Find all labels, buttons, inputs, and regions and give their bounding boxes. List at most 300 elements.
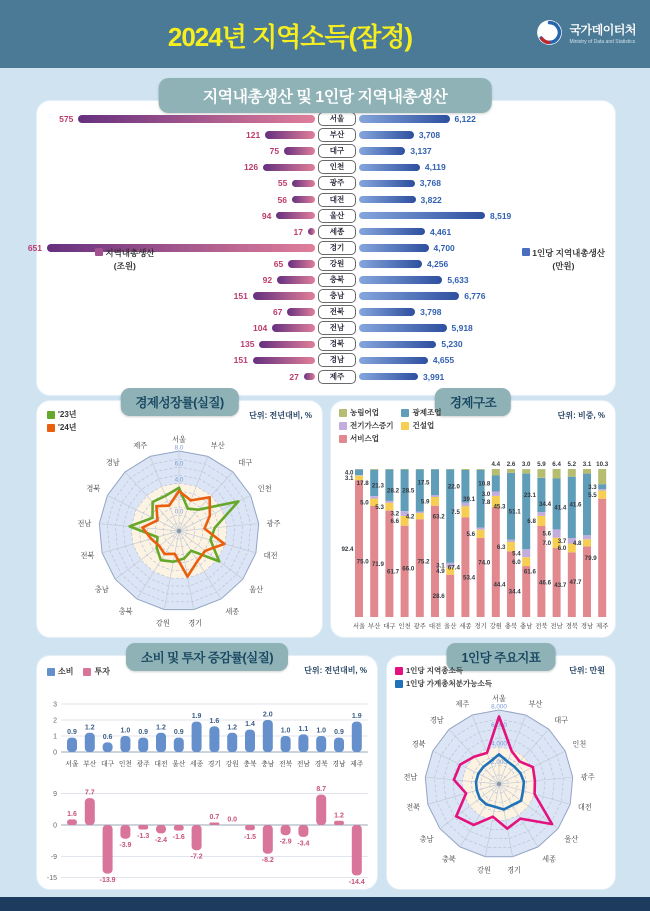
grdp-left-value: 55 bbox=[277, 178, 288, 189]
y-tick-label: 3 bbox=[53, 701, 57, 709]
segment-label: 6.0 bbox=[512, 558, 521, 566]
segment-label: 2.6 bbox=[506, 461, 516, 468]
grdp-left-bar-area bbox=[45, 192, 315, 208]
region-label: 대전 bbox=[318, 193, 356, 207]
bar bbox=[85, 798, 95, 825]
x-axis-label: 대구 bbox=[383, 623, 396, 630]
grdp-left-value: 104 bbox=[253, 323, 268, 334]
radar-axis-label: 충북 bbox=[441, 854, 456, 864]
growth-panel bbox=[36, 396, 323, 638]
grdp-right-bar bbox=[359, 196, 416, 204]
grdp-right-value: 3,768 bbox=[419, 178, 441, 189]
grdp-left-value: 94 bbox=[261, 210, 272, 221]
segment-농림어업 bbox=[370, 469, 378, 470]
segment-광제조업 bbox=[385, 469, 393, 501]
radar-axis-label: 충북 bbox=[118, 606, 133, 616]
legend-swatch-service bbox=[339, 435, 347, 443]
bar-value-label: 0.6 bbox=[102, 733, 113, 741]
segment-광제조업 bbox=[522, 474, 530, 550]
bar-value-label: 2.0 bbox=[262, 711, 273, 719]
segment-label: 5.2 bbox=[567, 461, 577, 468]
x-axis-label: 부산 bbox=[83, 761, 97, 768]
grdp-right-bar bbox=[359, 260, 422, 268]
grdp-right-bar-area bbox=[359, 336, 603, 352]
segment-건설업 bbox=[598, 491, 606, 499]
grdp-left-bar-area bbox=[45, 143, 315, 159]
segment-건설업 bbox=[522, 557, 530, 566]
radar-axis-label: 경기 bbox=[507, 865, 522, 875]
bar-value-label: 1.0 bbox=[120, 727, 131, 735]
grdp-right-bar-area bbox=[359, 320, 603, 336]
bar bbox=[316, 736, 326, 752]
grdp-left-bar-area bbox=[45, 369, 315, 385]
grdp-right-legend-swatch bbox=[522, 248, 530, 256]
grdp-left-legend-label: 지역내총생산 bbox=[105, 248, 155, 258]
ci-legend bbox=[47, 666, 110, 679]
segment-label: 67.4 bbox=[447, 564, 460, 572]
bar bbox=[67, 819, 77, 825]
radar-axis-label: 충남 bbox=[419, 834, 434, 844]
grdp-row bbox=[45, 352, 615, 368]
bar-value-label: 0.7 bbox=[209, 814, 220, 821]
region-label: 경기 bbox=[318, 241, 356, 255]
grdp-right-bar bbox=[359, 180, 415, 188]
bar bbox=[298, 825, 308, 837]
bar bbox=[316, 795, 326, 825]
radar-center-dot bbox=[177, 529, 181, 533]
y-tick-label: 9 bbox=[53, 791, 57, 798]
radar-axis-label: 광주 bbox=[580, 772, 595, 782]
grdp-row bbox=[45, 175, 615, 191]
grdp-right-value: 4,700 bbox=[433, 242, 455, 253]
grdp-right-value: 4,655 bbox=[432, 355, 455, 366]
bar-value-label: 1.2 bbox=[334, 812, 344, 820]
segment-label: 39.1 bbox=[463, 495, 476, 503]
segment-전기가스증기 bbox=[461, 503, 469, 507]
bar-value-label: 8.7 bbox=[316, 786, 327, 794]
segment-건설업 bbox=[477, 530, 485, 538]
grdp-chart-title: 지역내총생산 및 1인당 지역내총생산 bbox=[159, 78, 492, 113]
region-label: 울산 bbox=[318, 209, 356, 223]
grdp-right-bar-area bbox=[359, 175, 603, 191]
bar bbox=[209, 726, 219, 752]
segment-label: 7.0 bbox=[542, 540, 552, 548]
grdp-right-bar bbox=[359, 276, 442, 284]
x-axis-label: 인천 bbox=[118, 761, 132, 768]
segment-label: 66.0 bbox=[402, 565, 415, 573]
segment-label: 28.2 bbox=[387, 487, 400, 495]
radar-axis-label: 대전 bbox=[263, 551, 278, 561]
segment-label: 45.3 bbox=[493, 503, 506, 511]
ci-chart-title: 소비 및 투자 증감률(실질) bbox=[126, 643, 288, 671]
x-axis-label: 경남 bbox=[580, 623, 594, 630]
x-axis-label: 경기 bbox=[207, 761, 221, 768]
segment-농림어업 bbox=[522, 469, 530, 473]
segment-전기가스증기 bbox=[385, 501, 393, 503]
x-axis-label: 경남 bbox=[332, 761, 346, 768]
radar-ring-label: 6.0 bbox=[174, 460, 184, 468]
bar bbox=[85, 733, 95, 752]
growth-unit-label: 단위: 전년대비, % bbox=[249, 411, 312, 420]
segment-label: 92.4 bbox=[341, 545, 354, 553]
x-axis-label: 경기 bbox=[474, 623, 487, 630]
bar-value-label: -1.3 bbox=[137, 833, 150, 840]
bar-value-label: 1.2 bbox=[84, 724, 95, 732]
segment-전기가스증기 bbox=[507, 540, 515, 542]
grdp-left-value: 56 bbox=[277, 194, 287, 205]
segment-label: 34.4 bbox=[508, 588, 521, 596]
segment-건설업 bbox=[431, 497, 439, 506]
bar bbox=[174, 825, 184, 831]
bar bbox=[192, 722, 202, 752]
segment-label: 6.4 bbox=[552, 461, 561, 468]
radar-axis-label: 부산 bbox=[528, 699, 543, 709]
grdp-right-bar-area bbox=[359, 224, 603, 240]
grdp-row bbox=[45, 159, 615, 175]
grdp-left-value: 151 bbox=[233, 291, 248, 302]
logo-title: 국가데이터처 bbox=[569, 22, 636, 37]
radar-axis-label: 대구 bbox=[238, 457, 253, 467]
x-axis-label: 충북 bbox=[243, 761, 257, 768]
bar bbox=[245, 730, 255, 752]
grdp-left-value: 151 bbox=[233, 355, 248, 366]
bar-value-label: 1.6 bbox=[67, 810, 77, 818]
segment-서비스업 bbox=[446, 575, 454, 617]
grdp-right-bar bbox=[359, 131, 414, 139]
legend-label-24: '24년 bbox=[58, 423, 77, 432]
segment-label: 4.9 bbox=[436, 568, 445, 576]
segment-전기가스증기 bbox=[598, 489, 606, 491]
x-axis-label: 울산 bbox=[172, 761, 186, 768]
ci-unit-label: 단위: 전년대비, % bbox=[304, 666, 367, 675]
bar-value-label: 1.6 bbox=[209, 717, 220, 725]
segment-label: 63.2 bbox=[432, 513, 445, 521]
legend-swatch-investment bbox=[83, 668, 91, 676]
grdp-row bbox=[45, 143, 615, 159]
grdp-row bbox=[45, 369, 615, 385]
grdp-left-value: 65 bbox=[273, 258, 284, 269]
percapita-unit-label: 단위: 만원 bbox=[569, 666, 605, 675]
grdp-right-bar-area bbox=[359, 288, 603, 304]
x-axis-label: 전남 bbox=[550, 623, 563, 630]
segment-농림어업 bbox=[537, 469, 545, 478]
segment-전기가스증기 bbox=[522, 549, 530, 557]
radar-center-dot bbox=[497, 782, 501, 786]
bar-value-label: 0.9 bbox=[334, 729, 344, 737]
y-tick-label: 0 bbox=[53, 822, 57, 830]
grdp-left-bar-area bbox=[45, 320, 315, 336]
bar bbox=[352, 825, 362, 875]
radar-ring-label: 2.0 bbox=[174, 492, 184, 500]
legend-item-manu bbox=[401, 407, 441, 418]
segment-label: 5.0 bbox=[360, 499, 369, 507]
segment-label: 4.8 bbox=[572, 540, 582, 548]
segment-label: 75.2 bbox=[417, 558, 430, 566]
segment-전기가스증기 bbox=[416, 512, 424, 513]
grdp-left-bar-area bbox=[45, 224, 315, 240]
radar-ring-label: 4.0 bbox=[174, 476, 184, 484]
grdp-right-value: 6,776 bbox=[464, 291, 486, 302]
grdp-left-bar bbox=[47, 244, 315, 252]
grdp-right-bar-area bbox=[359, 111, 603, 127]
grdp-right-bar-area bbox=[359, 159, 603, 175]
x-axis-label: 울산 bbox=[444, 623, 457, 630]
y-tick-label: 1 bbox=[53, 733, 57, 741]
grdp-left-value: 121 bbox=[246, 130, 261, 141]
grdp-left-bar bbox=[78, 115, 315, 123]
bar bbox=[334, 821, 344, 825]
region-label: 전남 bbox=[318, 321, 356, 335]
grdp-row bbox=[45, 111, 615, 127]
bar-value-label: -13.9 bbox=[99, 877, 116, 885]
gov-logo bbox=[536, 19, 636, 46]
segment-label: 3.0 bbox=[481, 490, 491, 498]
bar-value-label: -14.4 bbox=[348, 878, 365, 886]
segment-농림어업 bbox=[568, 469, 576, 477]
grdp-right-legend-unit: (만원) bbox=[552, 260, 575, 271]
segment-label: 61.7 bbox=[387, 568, 400, 576]
segment-광제조업 bbox=[507, 473, 515, 540]
legend-label-consumption: 소비 bbox=[58, 667, 74, 676]
grdp-left-bar bbox=[276, 212, 315, 220]
bar bbox=[334, 738, 344, 752]
segment-전기가스증기 bbox=[477, 528, 485, 530]
segment-label: 46.6 bbox=[539, 579, 552, 587]
segment-농림어업 bbox=[507, 469, 515, 473]
grdp-right-value: 3,708 bbox=[418, 130, 441, 141]
segment-서비스업 bbox=[598, 499, 606, 617]
bar bbox=[120, 736, 130, 752]
segment-label: 53.4 bbox=[463, 574, 476, 582]
segment-건설업 bbox=[416, 513, 424, 519]
x-axis-label: 경북 bbox=[565, 623, 578, 630]
segment-label: 5.5 bbox=[588, 491, 597, 499]
legend-label-disposable-income: 1인당 가계총처분가능소득 bbox=[406, 679, 492, 688]
segment-광제조업 bbox=[492, 476, 500, 492]
segment-label: 3.1 bbox=[582, 461, 592, 468]
segment-label: 5.6 bbox=[466, 531, 476, 539]
grdp-row bbox=[45, 288, 615, 304]
segment-label: 43.7 bbox=[554, 581, 567, 589]
grdp-right-bar-area bbox=[359, 192, 603, 208]
grdp-right-value: 5,230 bbox=[441, 339, 463, 350]
grdp-left-legend-swatch bbox=[95, 248, 103, 256]
grdp-right-bar-area bbox=[359, 127, 603, 143]
segment-전기가스증기 bbox=[370, 496, 378, 499]
segment-label: 6.3 bbox=[496, 543, 506, 551]
grdp-row bbox=[45, 224, 615, 240]
segment-label: 4.4 bbox=[491, 461, 501, 468]
bar bbox=[156, 733, 166, 752]
bar bbox=[103, 742, 113, 752]
grdp-right-value: 4,256 bbox=[426, 258, 449, 269]
segment-label: 6.8 bbox=[527, 518, 536, 525]
y-tick-label: -15 bbox=[46, 875, 57, 882]
region-label: 전북 bbox=[318, 305, 356, 319]
legend-item-consumption bbox=[47, 666, 73, 677]
bar bbox=[245, 825, 255, 830]
region-label: 대구 bbox=[318, 144, 356, 158]
segment-label: 51.1 bbox=[508, 508, 521, 516]
grdp-right-bar bbox=[359, 373, 418, 381]
grdp-right-bar-area bbox=[359, 208, 603, 224]
grdp-right-value: 4,461 bbox=[429, 226, 452, 237]
legend-swatch-util bbox=[339, 422, 347, 430]
segment-전기가스증기 bbox=[583, 535, 591, 539]
radar-axis-label: 대전 bbox=[577, 802, 592, 812]
grdp-row bbox=[45, 304, 615, 320]
grdp-left-value: 135 bbox=[240, 339, 255, 350]
radar-ring-label: 6,000 bbox=[491, 722, 507, 729]
grdp-left-bar-area bbox=[45, 127, 315, 143]
bar bbox=[263, 720, 273, 752]
logo-subtitle: Ministry of Data and Statistics bbox=[569, 38, 636, 45]
grdp-left-bar bbox=[292, 196, 315, 204]
radar-axis-label: 강원 bbox=[155, 618, 170, 628]
grdp-right-bar bbox=[359, 244, 429, 252]
bar bbox=[192, 825, 202, 850]
segment-농림어업 bbox=[461, 469, 469, 470]
consumption-investment-panel bbox=[36, 651, 378, 890]
grdp-right-value: 8,519 bbox=[490, 210, 512, 221]
percapita-panel bbox=[386, 651, 616, 890]
x-axis-label: 대전 bbox=[428, 623, 442, 630]
x-axis-label: 충북 bbox=[504, 623, 518, 630]
segment-label: 10.3 bbox=[596, 461, 609, 468]
bar bbox=[298, 734, 308, 752]
segment-광제조업 bbox=[583, 474, 591, 536]
grdp-left-bar-area bbox=[45, 111, 315, 127]
legend-item-24 bbox=[47, 422, 77, 433]
segment-label: 44.4 bbox=[493, 581, 506, 589]
segment-label: 41.4 bbox=[554, 504, 567, 512]
x-axis-label: 제주 bbox=[350, 761, 364, 768]
grdp-right-bar-area bbox=[359, 352, 603, 368]
grdp-tornado-chart bbox=[27, 101, 615, 385]
grdp-right-bar bbox=[359, 147, 405, 155]
radar-axis-label: 서울 bbox=[492, 694, 506, 703]
legend-swatch-gross-income bbox=[395, 667, 403, 675]
y-tick-label: 0 bbox=[53, 749, 57, 757]
grdp-right-value: 3,798 bbox=[420, 307, 442, 318]
radar-axis-label: 부산 bbox=[210, 440, 225, 450]
structure-panel bbox=[330, 396, 616, 638]
radar-ring-label: 2,000 bbox=[491, 759, 507, 766]
segment-label: 5.4 bbox=[512, 550, 521, 558]
bar bbox=[281, 825, 291, 835]
grdp-left-value: 575 bbox=[59, 114, 74, 125]
grdp-right-bar bbox=[359, 357, 428, 365]
x-axis-label: 대구 bbox=[101, 761, 115, 768]
grdp-right-bar-area bbox=[359, 272, 603, 288]
grdp-right-value: 6,122 bbox=[454, 114, 476, 125]
legend-label-investment: 투자 bbox=[94, 667, 110, 676]
radar-axis-label: 경기 bbox=[188, 618, 203, 628]
grdp-left-value: 651 bbox=[27, 242, 42, 253]
bar-value-label: 1.1 bbox=[298, 725, 309, 733]
grdp-left-bar bbox=[253, 357, 315, 365]
region-label: 경남 bbox=[318, 353, 356, 367]
percapita-chart-title: 1인당 주요지표 bbox=[447, 643, 556, 671]
legend-swatch-consumption bbox=[47, 668, 55, 676]
grdp-left-bar-area bbox=[45, 208, 315, 224]
legend-item-investment bbox=[83, 666, 109, 677]
legend-item-service bbox=[339, 433, 393, 444]
legend-label-constr: 건설업 bbox=[412, 421, 435, 430]
bar-value-label: -3.4 bbox=[297, 840, 310, 848]
segment-label: 79.9 bbox=[584, 555, 597, 563]
bar-value-label: -7.2 bbox=[190, 853, 203, 861]
legend-label-gross-income: 1인당 지역총소득 bbox=[406, 666, 463, 675]
radar-ring-label: 4,000 bbox=[491, 740, 507, 748]
region-label: 서울 bbox=[318, 112, 356, 126]
segment-label: 3.1 bbox=[436, 562, 445, 570]
structure-stacked-chart bbox=[331, 437, 611, 635]
grdp-left-bar bbox=[265, 131, 315, 139]
bar bbox=[352, 722, 362, 752]
legend-item-disposable-income bbox=[395, 678, 492, 689]
region-label: 제주 bbox=[318, 370, 356, 384]
x-axis-label: 인천 bbox=[398, 623, 411, 630]
legend-item-constr bbox=[401, 420, 441, 431]
grdp-row bbox=[45, 127, 615, 143]
bar-value-label: 1.2 bbox=[227, 724, 238, 732]
segment-label: 4.2 bbox=[405, 513, 415, 521]
bar-value-label: 7.7 bbox=[84, 789, 95, 797]
segment-농림어업 bbox=[477, 469, 485, 470]
region-label: 세종 bbox=[318, 225, 356, 239]
segment-label: 3.3 bbox=[588, 483, 597, 491]
legend-swatch-constr bbox=[401, 422, 409, 430]
x-axis-label: 강원 bbox=[225, 761, 239, 768]
segment-농림어업 bbox=[492, 469, 500, 476]
segment-label: 17.8 bbox=[356, 480, 369, 488]
segment-label: 28.6 bbox=[432, 593, 445, 601]
x-axis-label: 세종 bbox=[190, 761, 204, 768]
segment-label: 5.9 bbox=[537, 461, 546, 469]
bar-value-label: 1.0 bbox=[316, 727, 327, 735]
segment-label: 22.0 bbox=[447, 483, 460, 491]
grdp-right-legend bbox=[522, 247, 605, 273]
segment-label: 6.6 bbox=[390, 518, 400, 525]
radar-axis-label: 경북 bbox=[86, 483, 101, 493]
bar bbox=[209, 823, 219, 825]
grdp-left-bar bbox=[288, 260, 315, 268]
bar-value-label: 1.9 bbox=[191, 713, 202, 721]
segment-label: 6.0 bbox=[557, 545, 567, 553]
grdp-left-bar bbox=[259, 341, 315, 349]
grdp-row bbox=[45, 272, 615, 288]
grdp-right-value: 5,918 bbox=[451, 323, 473, 334]
grdp-left-bar bbox=[277, 276, 315, 284]
segment-label: 7.8 bbox=[481, 498, 491, 506]
grdp-right-legend-label: 1인당 지역내총생산 bbox=[532, 248, 605, 258]
segment-label: 47.7 bbox=[569, 578, 582, 586]
bar-value-label: 1.4 bbox=[245, 721, 255, 729]
bar-value-label: 0.9 bbox=[138, 729, 149, 737]
region-label: 충남 bbox=[318, 289, 356, 303]
grdp-right-value: 3,991 bbox=[423, 371, 445, 382]
grdp-left-bar-area bbox=[45, 159, 315, 175]
segment-label: 17.5 bbox=[417, 479, 430, 487]
radar-axis-label: 충남 bbox=[94, 585, 109, 595]
legend-swatch-disposable-income bbox=[395, 680, 403, 688]
bar-value-label: 0.9 bbox=[67, 729, 77, 737]
grdp-right-value: 3,137 bbox=[410, 146, 432, 157]
segment-label: 41.6 bbox=[569, 501, 582, 509]
segment-전기가스증기 bbox=[431, 495, 439, 497]
bar bbox=[103, 825, 113, 874]
